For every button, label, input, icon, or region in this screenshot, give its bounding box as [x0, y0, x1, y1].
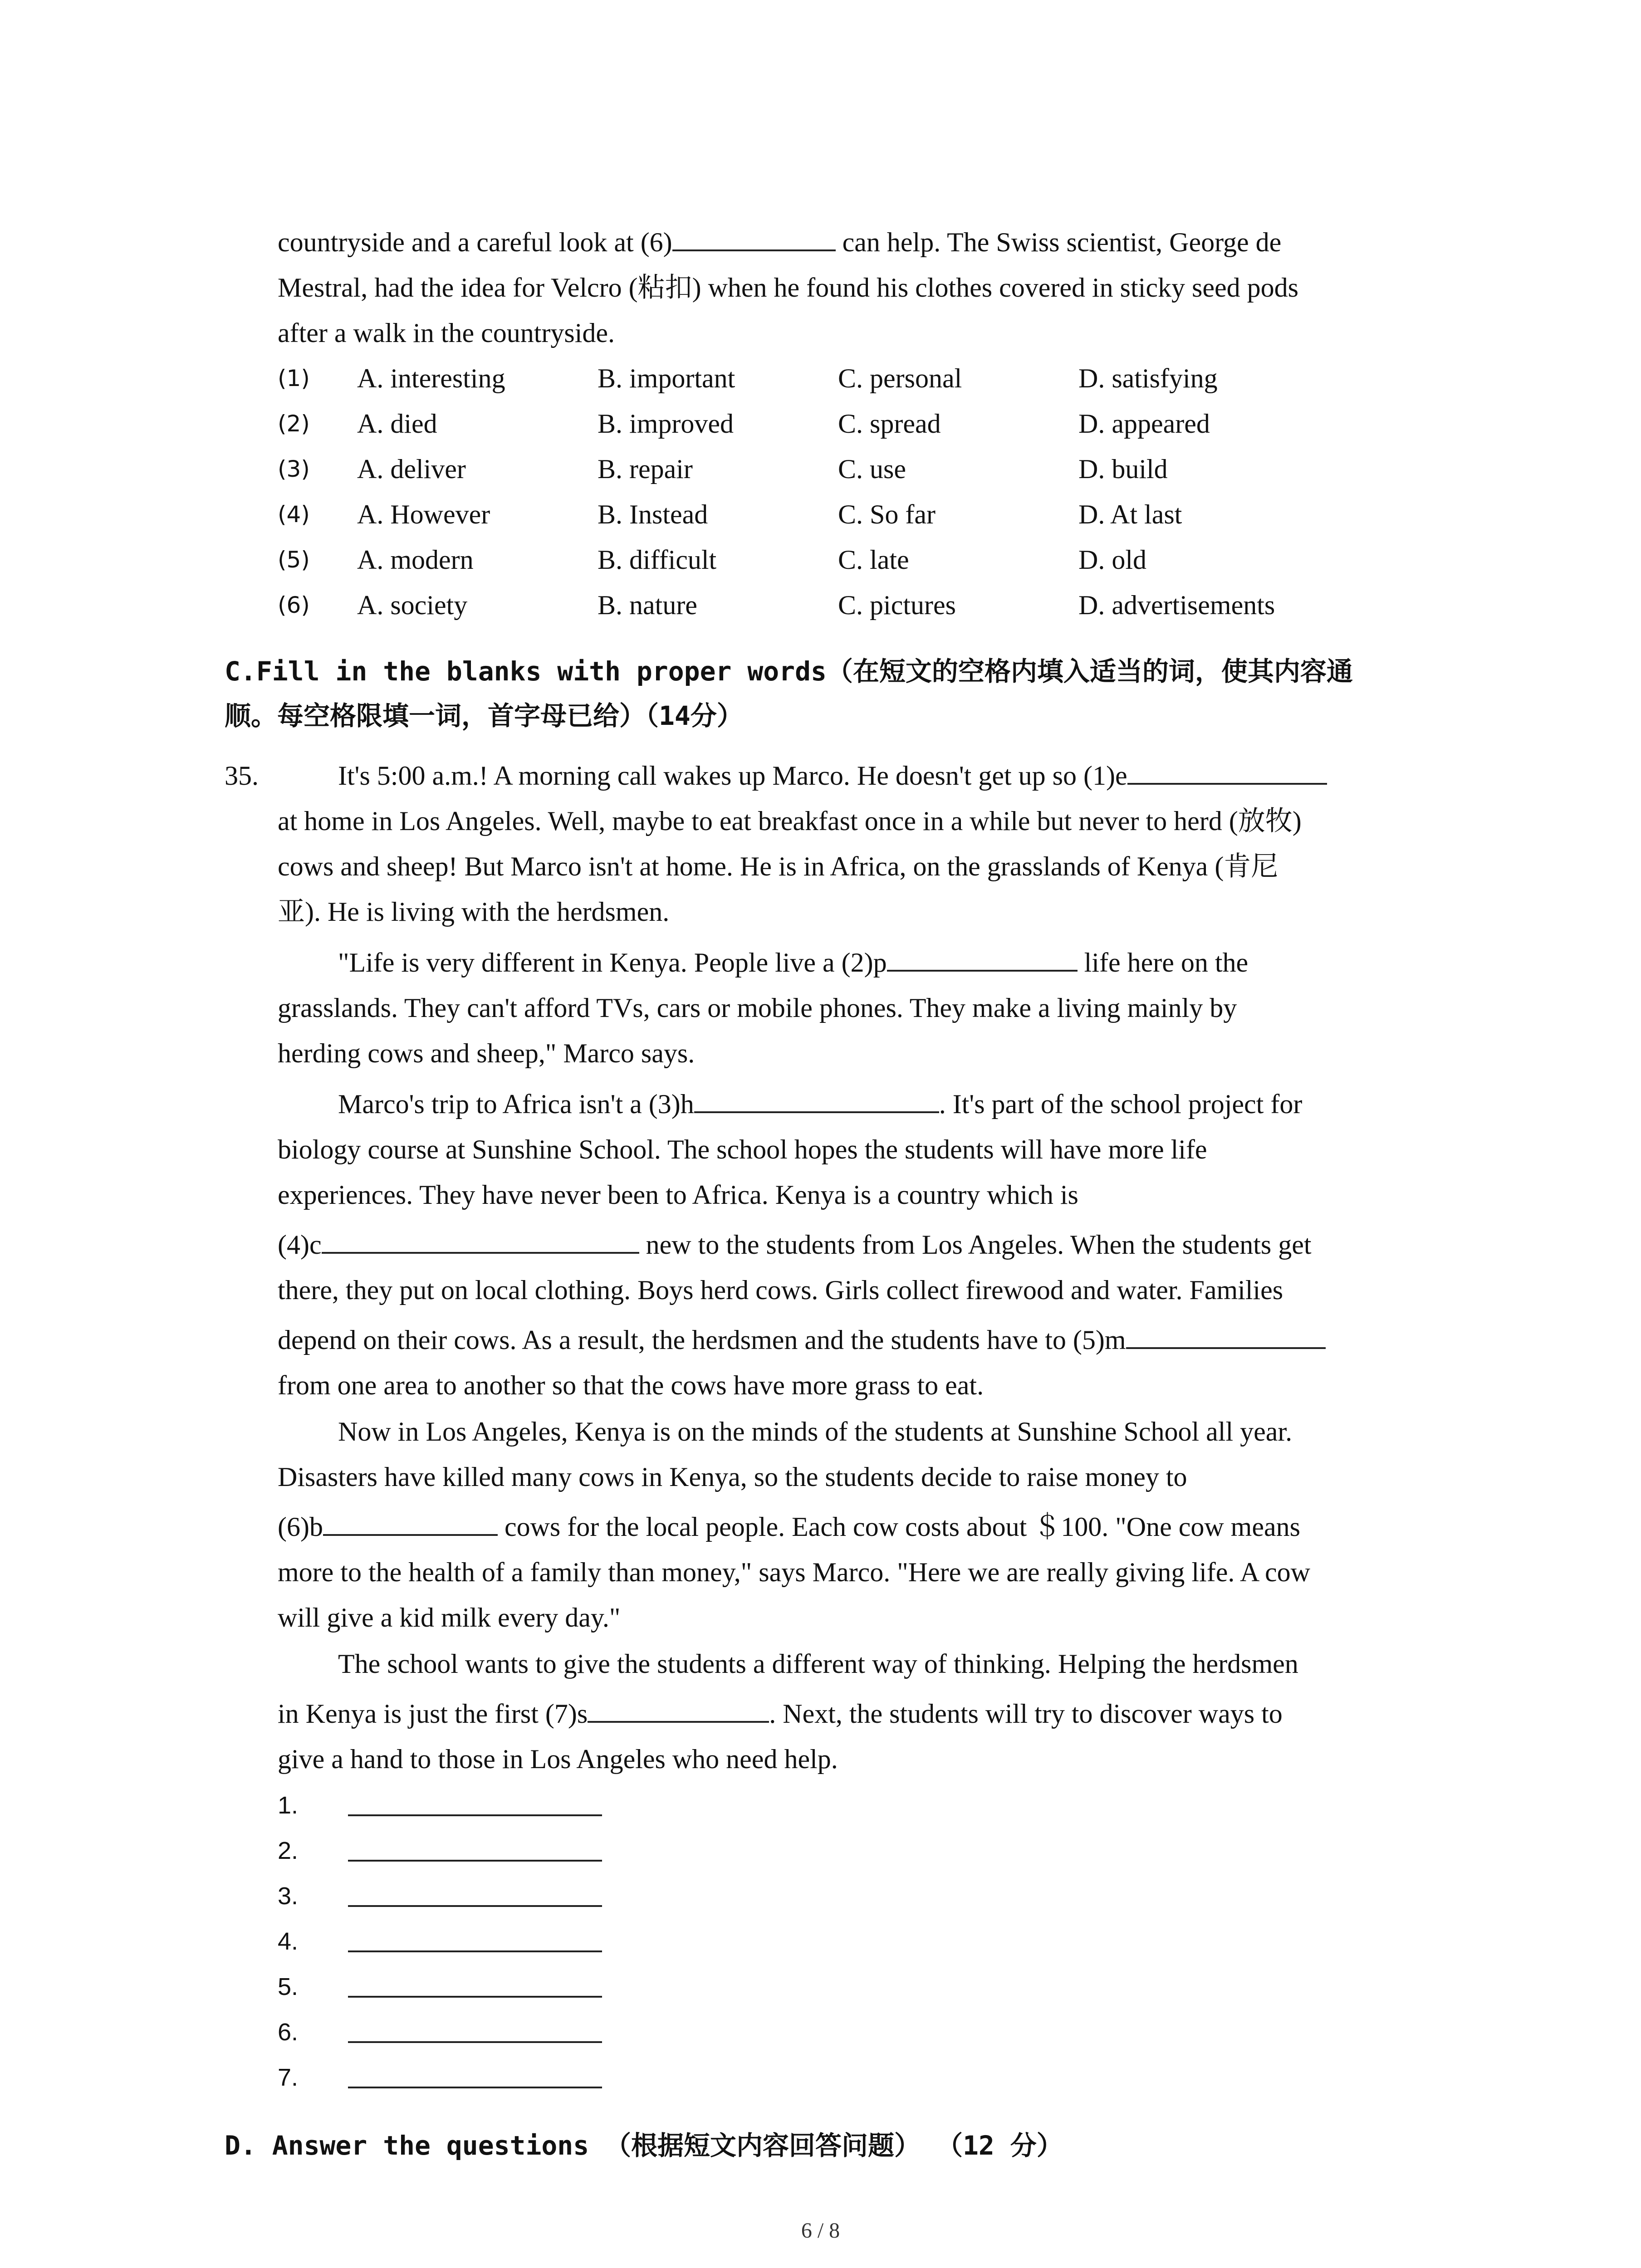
option-row-2 — [278, 401, 1457, 446]
blank-line — [588, 1695, 769, 1723]
option-d: D. satisfying — [1078, 363, 1218, 393]
blank-line — [694, 1085, 939, 1113]
passage-line — [338, 753, 1327, 798]
option-number: (5) — [278, 547, 310, 573]
passage-line — [278, 1222, 1312, 1267]
section-d-heading: D. Answer the questions （根据短文内容回答问题） （12 分） — [225, 2130, 1063, 2161]
option-row-5 — [278, 537, 1457, 582]
text: It's 5:00 a.m.! A morning call wakes up Marco. He doesn't get up so (1)e — [338, 761, 1127, 791]
text: depend on their cows. As a result, the herdsmen and the students have to (5)m — [278, 1325, 1126, 1355]
text: (6)b — [278, 1512, 323, 1542]
option-d: D. build — [1078, 454, 1168, 484]
option-number: (3) — [278, 456, 310, 482]
passage-line — [278, 1691, 1283, 1736]
passage-line: 亚). He is living with the herdsmen. — [278, 897, 670, 927]
option-a: A. modern — [357, 545, 474, 575]
answer-number: 1. — [278, 1792, 299, 1819]
text: in Kenya is just the first (7)s — [278, 1699, 588, 1729]
option-c: C. pictures — [838, 590, 956, 620]
answer-number: 5. — [278, 1973, 299, 2000]
section-c-heading: C.Fill in the blanks with proper words（在短文的空格内填入适当的词，使其内容通 — [225, 656, 1353, 687]
passage-line — [278, 220, 1281, 265]
answer-number: 2. — [278, 1837, 299, 1864]
passage-line: give a hand to those in Los Angeles who need help. — [278, 1744, 838, 1774]
option-a: A. died — [357, 409, 437, 439]
page-number: 6 / 8 — [801, 2219, 840, 2243]
passage-line: experiences. They have never been to Africa. Kenya is a country which is — [278, 1180, 1078, 1210]
blank-line — [887, 943, 1078, 972]
blank-line — [1127, 757, 1327, 785]
passage-line: after a walk in the countryside. — [278, 318, 615, 348]
option-b: B. Instead — [598, 499, 708, 529]
text: . It's part of the school project for — [939, 1089, 1303, 1119]
text: cows for the local people. Each cow costs about ＄100. "One cow means — [497, 1512, 1300, 1542]
answer-number: 7. — [278, 2064, 299, 2091]
option-c: C. So far — [838, 499, 936, 529]
option-number: (4) — [278, 501, 310, 528]
passage-line: cows and sheep! But Marco isn't at home. He is in Africa, on the grasslands of Kenya (肯尼 — [278, 851, 1279, 881]
answer-row-2[interactable] — [278, 1828, 641, 1873]
option-row-6 — [278, 582, 1457, 628]
passage-line: The school wants to give the students a different way of thinking. Helping the herdsmen — [338, 1649, 1298, 1679]
option-number: (1) — [278, 365, 310, 391]
option-c: C. personal — [838, 363, 962, 393]
text: Marco's trip to Africa isn't a (3)h — [338, 1089, 694, 1119]
answer-blank[interactable] — [348, 1950, 602, 1952]
passage-line: Mestral, had the idea for Velcro (粘扣) when he found his clothes covered in sticky seed pods — [278, 273, 1298, 303]
option-d: D. At last — [1078, 499, 1182, 529]
option-c: C. late — [838, 545, 909, 575]
question-number: 35. — [225, 761, 259, 791]
passage-line — [278, 1504, 1300, 1549]
passage-line: herding cows and sheep," Marco says. — [278, 1038, 695, 1068]
text: life here on the — [1077, 948, 1249, 978]
answer-number: 3. — [278, 1882, 299, 1910]
text: new to the students from Los Angeles. When the students get — [639, 1230, 1312, 1260]
answer-number: 4. — [278, 1928, 299, 1955]
text: countryside and a careful look at (6) — [278, 227, 672, 257]
passage-line: more to the health of a family than money," says Marco. "Here we are really giving life. A cow — [278, 1557, 1311, 1587]
option-a: A. society — [357, 590, 468, 620]
option-c: C. spread — [838, 409, 941, 439]
option-row-4 — [278, 492, 1457, 537]
option-row-3 — [278, 446, 1457, 492]
answer-blank[interactable] — [348, 2041, 602, 2043]
answer-number: 6. — [278, 2019, 299, 2046]
answer-row-3[interactable] — [278, 1873, 641, 1919]
passage-line: grasslands. They can't afford TVs, cars or mobile phones. They make a living mainly by — [278, 993, 1237, 1023]
option-number: (2) — [278, 411, 310, 437]
passage-line: from one area to another so that the cows have more grass to eat. — [278, 1370, 984, 1400]
option-c: C. use — [838, 454, 906, 484]
passage-line: Now in Los Angeles, Kenya is on the minds of the students at Sunshine School all year. — [338, 1417, 1293, 1447]
option-d: D. old — [1078, 545, 1146, 575]
option-b: B. nature — [598, 590, 697, 620]
text: (4)c — [278, 1230, 322, 1260]
text: "Life is very different in Kenya. People live a (2)p — [338, 948, 887, 978]
option-row-1 — [278, 356, 1457, 401]
blank-line — [672, 223, 836, 251]
answer-row-1[interactable] — [278, 1783, 641, 1828]
option-b: B. difficult — [598, 545, 717, 575]
answer-row-4[interactable] — [278, 1919, 641, 1964]
option-number: (6) — [278, 592, 310, 618]
option-d: D. appeared — [1078, 409, 1210, 439]
passage-line: biology course at Sunshine School. The school hopes the students will have more life — [278, 1134, 1207, 1164]
passage-line: at home in Los Angeles. Well, maybe to eat breakfast once in a while but never to herd (放牧) — [278, 806, 1302, 836]
passage-line: Disasters have killed many cows in Kenya, so the students decide to raise money to — [278, 1462, 1187, 1492]
passage-line — [338, 1081, 1302, 1127]
passage-line — [338, 940, 1248, 985]
option-b: B. improved — [598, 409, 734, 439]
answer-blank[interactable] — [348, 1814, 602, 1816]
answer-blank[interactable] — [348, 1860, 602, 1862]
answer-blank[interactable] — [348, 1905, 602, 1907]
text: can help. The Swiss scientist, George de — [835, 227, 1282, 257]
answer-blank[interactable] — [348, 2087, 602, 2088]
answer-row-6[interactable] — [278, 2009, 641, 2055]
blank-line — [323, 1508, 498, 1536]
answer-blank[interactable] — [348, 1996, 602, 1998]
option-a: A. interesting — [357, 363, 505, 393]
section-c-heading-cont: 顺。每空格限填一词，首字母已给）（14分） — [225, 700, 743, 731]
blank-line — [322, 1226, 639, 1254]
option-a: A. However — [357, 499, 490, 529]
passage-line — [278, 1317, 1326, 1363]
blank-line — [1126, 1321, 1326, 1349]
passage-line: there, they put on local clothing. Boys herd cows. Girls collect firewood and water. Families — [278, 1275, 1283, 1305]
text: . Next, the students will try to discover ways to — [769, 1699, 1283, 1729]
option-a: A. deliver — [357, 454, 466, 484]
option-d: D. advertisements — [1078, 590, 1275, 620]
passage-line: will give a kid milk every day." — [278, 1603, 621, 1633]
answer-row-7[interactable] — [278, 2055, 641, 2100]
option-b: B. repair — [598, 454, 693, 484]
option-b: B. important — [598, 363, 735, 393]
answer-row-5[interactable] — [278, 1964, 641, 2009]
